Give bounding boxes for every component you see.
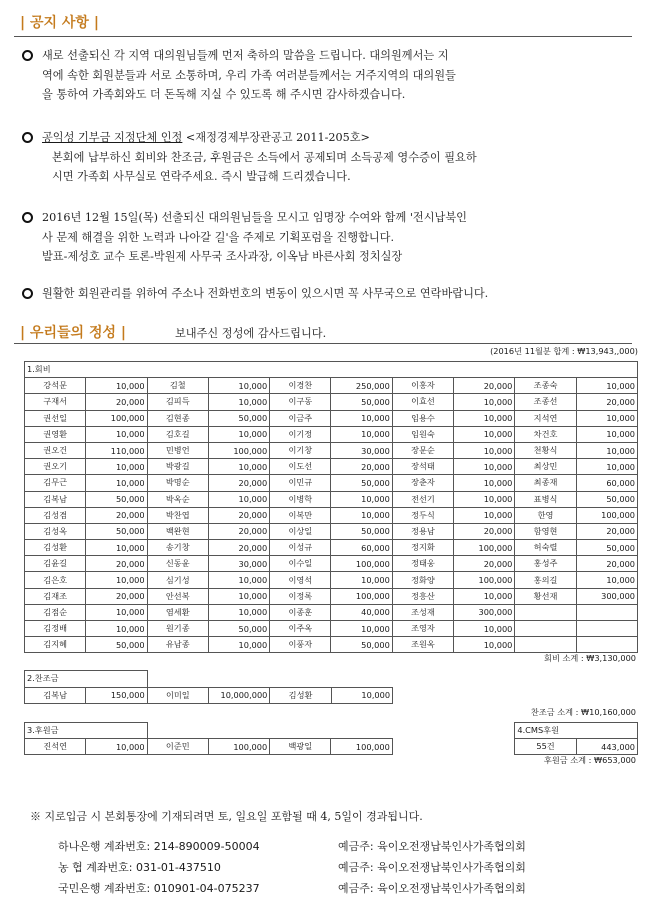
member-name-cell: 조종선 — [515, 394, 576, 410]
amount-cell: 20,000 — [208, 523, 269, 539]
amount-cell: 10,000 — [454, 637, 515, 653]
donation-label: 3.후원금 — [25, 722, 148, 738]
member-name-cell: 전선기 — [392, 491, 453, 507]
amount-cell: 100,000 — [454, 540, 515, 556]
bullet-circle-icon — [22, 212, 33, 223]
member-name-cell: 최상민 — [515, 459, 576, 475]
member-name-cell: 이기창 — [270, 442, 331, 458]
member-name-cell — [515, 604, 576, 620]
member-name-cell: 임원숙 — [392, 426, 453, 442]
member-name-cell: 구재서 — [25, 394, 86, 410]
table-row — [25, 507, 638, 523]
member-name-cell: 이복만 — [270, 507, 331, 523]
member-name-cell: 강석문 — [25, 378, 86, 394]
bank-account-3: 국민은행 계좌번호: 010901-04-075237 — [58, 882, 260, 895]
bullet-circle-icon — [22, 288, 33, 299]
amount-cell: 10,000 — [576, 442, 637, 458]
table-row — [25, 491, 638, 507]
amount-cell: 50,000 — [208, 621, 269, 637]
member-name-cell — [515, 637, 576, 653]
notice-paragraph-2: 공익성 기부금 지정단체 인정 <재정경제부장관공고 2011-205호> 본회에 납부하신 회비와 찬조금, 후원금은 소득에서 공제되며 소득공제 영수증이 필요하 시면 가족회 사무실로 연락주세요. 즉시 발급해 드리겠습니다. — [22, 128, 632, 187]
member-name-cell: 이병학 — [270, 491, 331, 507]
amount-cell: 10,000 — [208, 394, 269, 410]
member-name-cell: 김성환 — [25, 540, 86, 556]
amount-cell: 10,000 — [86, 459, 147, 475]
notice-paragraph-4: 원활한 회원관리를 위하여 주소나 전화번호의 변동이 있으시면 꼭 사무국으로 연락바랍니다. — [22, 284, 632, 304]
member-name-cell: 최종재 — [515, 475, 576, 491]
amount-cell: 40,000 — [331, 604, 392, 620]
amount-cell: 10,000 — [86, 604, 147, 620]
amount-cell: 30,000 — [331, 442, 392, 458]
amount-cell: 10,000 — [208, 588, 269, 604]
table-row — [25, 410, 638, 426]
member-name-cell: 김점순 — [25, 604, 86, 620]
member-name-cell: 이성규 — [270, 540, 331, 556]
member-name-cell: 차건호 — [515, 426, 576, 442]
member-name-cell: 유남종 — [147, 637, 208, 653]
table-row — [25, 459, 638, 475]
member-name-cell: 권선일 — [25, 410, 86, 426]
cms-label: 4.CMS후원 — [515, 722, 638, 738]
donation-subtotal: 후원금 소계 : ₩653,000 — [543, 755, 636, 766]
member-name-cell: 민병언 — [147, 442, 208, 458]
member-name-cell: 황선재 — [515, 588, 576, 604]
contribution-sheet — [24, 346, 638, 770]
member-name-cell: 이수일 — [270, 556, 331, 572]
table-row — [25, 394, 638, 410]
amount-cell: 20,000 — [454, 378, 515, 394]
amount-cell: 10,000 — [576, 426, 637, 442]
member-name-cell: 정지화 — [392, 540, 453, 556]
member-name-cell: 이주옥 — [270, 621, 331, 637]
member-name-cell: 이종훈 — [270, 604, 331, 620]
member-name-cell: 권오건 — [25, 442, 86, 458]
member-name-cell: 장춘자 — [392, 475, 453, 491]
amount-cell: 10,000 — [331, 572, 392, 588]
amount-cell: 20,000 — [86, 556, 147, 572]
amount-cell: 50,000 — [86, 491, 147, 507]
member-name-cell: 조영자 — [392, 621, 453, 637]
amount-cell: 20,000 — [86, 588, 147, 604]
member-name-cell: 김호길 — [147, 426, 208, 442]
amount-cell: 10,000 — [576, 410, 637, 426]
member-name-cell: 이상일 — [270, 523, 331, 539]
amount-cell: 10,000 — [454, 459, 515, 475]
amount-cell: 10,000 — [454, 588, 515, 604]
amount-cell: 10,000 — [331, 507, 392, 523]
table-row — [25, 588, 638, 604]
table-row — [25, 426, 638, 442]
amount-cell: 100,000 — [86, 410, 147, 426]
sponsor-table — [24, 670, 638, 703]
donation-table — [24, 722, 638, 755]
bullet-circle-icon — [22, 132, 33, 143]
member-name-cell: 권오기 — [25, 459, 86, 475]
member-name-cell: 정용남 — [392, 523, 453, 539]
amount-cell: 110,000 — [86, 442, 147, 458]
amount-cell: 10,000 — [208, 459, 269, 475]
member-name-cell: 천황식 — [515, 442, 576, 458]
sheet-total-header: (2016년 11월분 합계 : ₩13,943,,000) — [490, 346, 638, 356]
bank-holder-2: 예금주: 육이오전쟁납북인사가족협의회 — [338, 861, 526, 874]
table-row — [25, 523, 638, 539]
member-name-cell: 김재조 — [25, 588, 86, 604]
table-row — [25, 540, 638, 556]
member-name-cell: 백완현 — [147, 523, 208, 539]
amount-cell: 10,000 — [86, 621, 147, 637]
member-name-cell: 허숙렬 — [515, 540, 576, 556]
amount-cell: 10,000 — [331, 491, 392, 507]
amount-cell: 20,000 — [208, 475, 269, 491]
member-name-cell: 김성옥 — [25, 523, 86, 539]
table-row — [25, 475, 638, 491]
amount-cell: 10,000 — [576, 378, 637, 394]
member-name-cell: 김무근 — [25, 475, 86, 491]
bullet-circle-icon — [22, 50, 33, 61]
amount-cell: 10,000 — [86, 540, 147, 556]
member-name-cell: 이풍자 — [270, 637, 331, 653]
amount-cell: 10,000 — [331, 410, 392, 426]
amount-cell: 10,000 — [454, 491, 515, 507]
member-name-cell: 조종숙 — [515, 378, 576, 394]
member-name-cell: 이경찬 — [270, 378, 331, 394]
member-name-cell: 장석태 — [392, 459, 453, 475]
member-name-cell: 김복남 — [25, 491, 86, 507]
member-name-cell: 이정록 — [270, 588, 331, 604]
amount-cell: 10,000 — [454, 394, 515, 410]
amount-cell: 20,000 — [208, 507, 269, 523]
amount-cell: 10,000 — [454, 475, 515, 491]
table-row — [25, 556, 638, 572]
member-name-cell: 박찬엽 — [147, 507, 208, 523]
amount-cell: 10,000 — [208, 378, 269, 394]
amount-cell: 50,000 — [86, 637, 147, 653]
member-name-cell: 정화양 — [392, 572, 453, 588]
member-name-cell: 이효선 — [392, 394, 453, 410]
member-name-cell: 이홍자 — [392, 378, 453, 394]
member-name-cell: 정태웅 — [392, 556, 453, 572]
member-name-cell: 조원옥 — [392, 637, 453, 653]
amount-cell: 100,000 — [454, 572, 515, 588]
amount-cell: 10,000 — [576, 572, 637, 588]
member-name-cell: 신동윤 — [147, 556, 208, 572]
member-name-cell: 심기성 — [147, 572, 208, 588]
contrib-title: | 우리들의 정성 | — [20, 325, 126, 341]
amount-cell: 10,000 — [331, 426, 392, 442]
member-name-cell: 지석연 — [515, 410, 576, 426]
amount-cell: 60,000 — [576, 475, 637, 491]
member-name-cell: 이민규 — [270, 475, 331, 491]
membership-subtotal: 회비 소계 : ₩3,130,000 — [544, 653, 636, 664]
amount-cell: 100,000 — [331, 556, 392, 572]
member-name-cell: 조성재 — [392, 604, 453, 620]
amount-cell — [576, 604, 637, 620]
bank-account-2: 농 협 계좌번호: 031-01-437510 — [58, 861, 221, 874]
giro-note: ※ 지로입금 시 본회통장에 기재되려면 토, 일요일 포함될 때 4, 5일이 경과됩니다. — [30, 810, 423, 823]
member-name-cell: 김은호 — [25, 572, 86, 588]
amount-cell: 20,000 — [86, 507, 147, 523]
bank-holder-1: 예금주: 육이오전쟁납북인사가족협의회 — [338, 840, 526, 853]
amount-cell: 50,000 — [331, 523, 392, 539]
amount-cell: 30,000 — [208, 556, 269, 572]
amount-cell: 10,000 — [454, 507, 515, 523]
table-row — [25, 442, 638, 458]
member-name-cell: 이도선 — [270, 459, 331, 475]
amount-cell: 10,000 — [86, 572, 147, 588]
table-row: 김복남 150,000 이미일 10,000,000 김성환 10,000 — [25, 687, 639, 703]
member-name-cell: 권영환 — [25, 426, 86, 442]
member-name-cell: 임용수 — [392, 410, 453, 426]
bank-holder-3: 예금주: 육이오전쟁납북인사가족협의회 — [338, 882, 526, 895]
amount-cell: 100,000 — [331, 588, 392, 604]
sponsor-subtotal: 찬조금 소계 : ₩10,160,000 — [530, 706, 636, 717]
table-row — [25, 572, 638, 588]
member-name-cell: 김윤길 — [25, 556, 86, 572]
sponsor-label: 2.찬조금 — [25, 671, 148, 687]
amount-cell: 50,000 — [331, 394, 392, 410]
notice-paragraph-1: 새로 선출되신 각 지역 대의원님들께 먼저 축하의 말씀을 드립니다. 대의원께서는 지 역에 속한 회원분들과 서로 소통하며, 우리 가족 여러분들께서는 거주지역의 대의원들 을 통하여 가족회와도 더 돈독해 지실 수 있도록 해 주시면 감사하겠습니다. — [22, 46, 632, 105]
member-name-cell: 김철 — [147, 378, 208, 394]
amount-cell: 10,000 — [86, 426, 147, 442]
amount-cell: 10,000 — [208, 637, 269, 653]
amount-cell: 10,000 — [86, 378, 147, 394]
member-name-cell: 정흥산 — [392, 588, 453, 604]
amount-cell: 50,000 — [208, 410, 269, 426]
notice-title: | 공지 사항 | — [20, 15, 99, 31]
amount-cell: 100,000 — [208, 442, 269, 458]
member-name-cell: 이영석 — [270, 572, 331, 588]
amount-cell — [576, 621, 637, 637]
amount-cell — [576, 637, 637, 653]
amount-cell: 20,000 — [454, 523, 515, 539]
amount-cell: 20,000 — [208, 540, 269, 556]
amount-cell: 10,000 — [208, 491, 269, 507]
bank-account-1: 하나은행 계좌번호: 214-890009-50004 — [58, 840, 260, 853]
amount-cell: 20,000 — [576, 394, 637, 410]
amount-cell: 10,000 — [454, 410, 515, 426]
amount-cell: 10,000 — [454, 621, 515, 637]
amount-cell: 10,000 — [576, 459, 637, 475]
amount-cell: 60,000 — [331, 540, 392, 556]
member-name-cell: 김피득 — [147, 394, 208, 410]
member-name-cell: 원기종 — [147, 621, 208, 637]
member-name-cell: 김지혜 — [25, 637, 86, 653]
amount-cell: 50,000 — [331, 475, 392, 491]
member-name-cell: 이구동 — [270, 394, 331, 410]
notice-paragraph-3: 2016년 12월 15일(목) 선출되신 대의원님들을 모시고 임명장 수여와 함께 '전시납북인 사 문제 해결을 위한 노력과 나아갈 길'을 주제로 기획포럼을 진행합니다. 발표-제성호 교수 토론-박원제 사무국 조사과장, 이옥남 바른사회 정치실장 — [22, 208, 632, 267]
member-name-cell: 박명순 — [147, 475, 208, 491]
table-row: 진석연 10,000 이준민 100,000 백광일 100,000 55건 443,000 — [25, 738, 638, 754]
amount-cell: 300,000 — [454, 604, 515, 620]
amount-cell: 20,000 — [576, 523, 637, 539]
table-row — [25, 637, 638, 653]
amount-cell: 10,000 — [86, 475, 147, 491]
amount-cell: 50,000 — [576, 540, 637, 556]
amount-cell: 20,000 — [576, 556, 637, 572]
table-row — [25, 621, 638, 637]
notice-divider — [14, 36, 632, 37]
member-name-cell: 송기창 — [147, 540, 208, 556]
member-name-cell: 함영현 — [515, 523, 576, 539]
member-name-cell: 표병식 — [515, 491, 576, 507]
member-name-cell: 홍성주 — [515, 556, 576, 572]
member-name-cell: 박광길 — [147, 459, 208, 475]
amount-cell: 100,000 — [576, 507, 637, 523]
amount-cell: 50,000 — [576, 491, 637, 507]
member-name-cell: 이기정 — [270, 426, 331, 442]
member-name-cell: 염세환 — [147, 604, 208, 620]
membership-table — [24, 361, 638, 653]
amount-cell: 300,000 — [576, 588, 637, 604]
amount-cell: 10,000 — [208, 426, 269, 442]
amount-cell: 50,000 — [331, 637, 392, 653]
member-name-cell: 김정배 — [25, 621, 86, 637]
amount-cell: 50,000 — [86, 523, 147, 539]
member-name-cell: 이금주 — [270, 410, 331, 426]
table-row — [25, 378, 638, 394]
donation-designation-heading: 공익성 기부금 지정단체 인정 — [42, 131, 183, 144]
amount-cell: 10,000 — [454, 426, 515, 442]
amount-cell: 10,000 — [454, 442, 515, 458]
member-name-cell: 한영 — [515, 507, 576, 523]
amount-cell: 10,000 — [208, 572, 269, 588]
table-row — [25, 604, 638, 620]
member-name-cell: 김성겸 — [25, 507, 86, 523]
member-name-cell: 안선복 — [147, 588, 208, 604]
amount-cell: 250,000 — [331, 378, 392, 394]
amount-cell: 20,000 — [454, 556, 515, 572]
amount-cell: 20,000 — [331, 459, 392, 475]
member-name-cell: 박옥순 — [147, 491, 208, 507]
member-name-cell — [515, 621, 576, 637]
amount-cell: 10,000 — [208, 604, 269, 620]
contrib-subtitle: 보내주신 정성에 감사드립니다. — [175, 327, 327, 340]
amount-cell: 20,000 — [86, 394, 147, 410]
member-name-cell: 김현종 — [147, 410, 208, 426]
amount-cell: 10,000 — [331, 621, 392, 637]
member-name-cell: 홍의길 — [515, 572, 576, 588]
membership-label: 1.회비 — [25, 362, 638, 378]
member-name-cell: 정두식 — [392, 507, 453, 523]
member-name-cell: 장문순 — [392, 442, 453, 458]
contrib-divider — [14, 343, 632, 344]
